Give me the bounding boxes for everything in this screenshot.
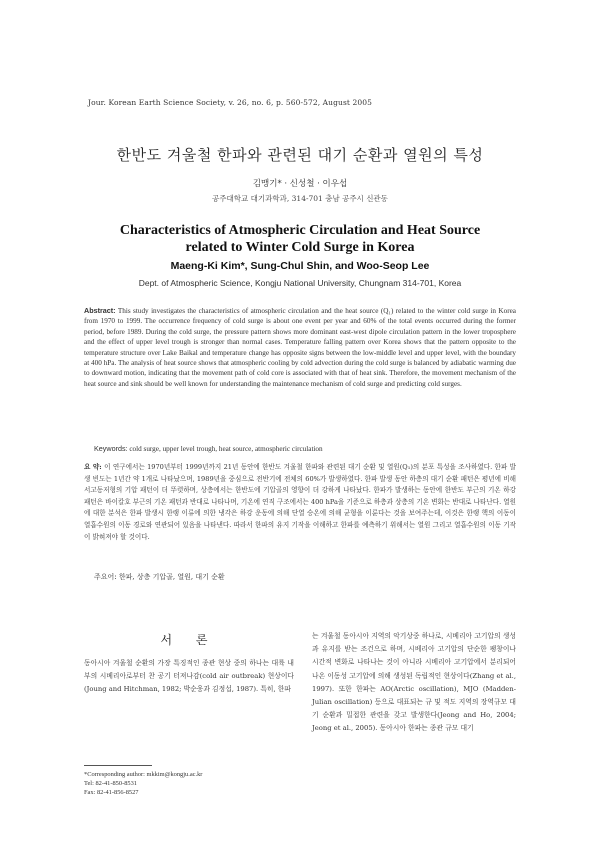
keywords-label: Keywords:: [94, 444, 128, 453]
korean-keywords-text: 한파, 상층 기압골, 열원, 대기 순환: [118, 573, 225, 581]
korean-abstract: [84, 462, 516, 543]
english-title-line-1: Characteristics of Atmospheric Circulation and Heat Source: [119, 223, 481, 238]
korean-title: 한반도 겨울철 한파와 관련된 대기 순환과 열원의 특성: [116, 146, 484, 164]
footnote-divider: [84, 765, 152, 766]
introduction-right-column: 는 겨울철 동아시아 지역의 악기상중 하나로, 시베리아 고기압의 생성과 유지를 받는 조건으로 하며, 시베리아 고기압의 단순한 팽창이나 시간적 변화로 나타나는 것이 아니라 시베리아 고기압에서 분리되어 나온 이동성 고기압에 의해 생성된 독립적인 현상이다(Zhang et al., 1997). 또한 한파는 AO(Arctic oscillation), MJO (Madden-Julian oscillation) 등으로 대표되는 규 및 적도 지역의 장역규모 대기 순환과 밀접한 관련을 갖고 발생한다(Jeong and Ho, 2004; Jeong et al., 2005). 동아시아 한파는 종관 규모 대기: [312, 632, 516, 733]
abstract-text: This study investigates the characteristics of atmospheric circulation and the heat source (Q₁) related to the winter cold surge in Korea from 1970 to 1999. The occurrence frequency of cold surge is about one event per year and 60% of the total events occurred during the former period, before 1989. During the cold surge, the pressure pattern shows more dominant east-west dipole circulation pattern in the lower troposphere and the effect of upper level trough is stronger than normal cases. Temperature falling pattern over Korea shows that the pattern opposite to the temperature structure over Lake Baikal and temperature change has opposite signs between the low-middle level and upper level, with the boundary at 400 hPa. The analysis of heat source shows that atmospheric cooling by cold advection during the cold surge is balanced by adiabatic warming due to downward motion, indicating that the movement path of cold core is associated with that of heat sink. Therefore, the movement mechanism of the heat source and sink should be well known for understanding the maintenance mechanism of cold surge and predicting cold surges.: [84, 307, 516, 388]
korean-affiliation: 공주대학교 대기과학과, 314-701 충남 공주시 신관동: [212, 194, 388, 203]
footnote: [84, 770, 294, 798]
footnote-telephone: Tel: 82-41-850-8531: [84, 780, 137, 788]
keywords-text: cold surge, upper level trough, heat source, atmospheric circulation: [129, 445, 323, 453]
korean-keywords-label: 주요어:: [94, 573, 117, 581]
english-affiliation: Dept. of Atmospheric Science, Kongju National University, Chungnam 314-701, Korea: [138, 278, 462, 288]
introduction-left-column: 동아시아 겨울철 순환의 가장 특징적인 종관 현상 중의 하나는 대륙 내부의 시베리아로부터 찬 공기 터져나감(cold air outbreak) 현상이다(Joung and Hitchman, 1982; 박순웅과 김정섭, 1987). 특히, 한파: [84, 659, 294, 694]
footnote-fax: Fax: 82-41-856-8527: [84, 789, 139, 797]
korean-abstract-text: 이 연구에서는 1970년부터 1999년까지 21년 동안에 한반도 겨울철 한파와 관련된 대기 순환 및 열원(Q₁)의 분포 특성을 조사하였다. 한파 발생 빈도는 1년간 약 1개로 나타났으며, 1989년을 중심으로 전반기에 전체의 60%가 발생하였다. 한파 발생 동안 하층의 대기 순환 패턴은 평년에 비해 서고동저형의 기압 패턴이 더 뚜렷하며, 상층에서는 한반도에 기압골의 영향이 더 강하게 나타났다. 한파가 발생하는 동안에 한반도 부근의 기온 하강 패턴은 바이칼호 부근의 기온 패턴과 반대로 나타나며, 기온에 연직 구조에서는 400 hPa을 기준으로 하층과 상층의 기온 변화는 반대로 나타난다. 열원에 대한 분석은 한파 발생시 한랭 이류에 의한 냉각은 하강 운동에 의해 단열 승온에 의해 균형을 이룬다는 것을 보여주는데, 이것은 한랭 핵의 이동이 열흡수원의 이동 경로와 연관되어 있음을 나타낸다. 따라서 한파의 유지 기작을 이해하고 한파를 예측하기 위해서는 열원 그리고 열흡수원의 이동 기작이 밝혀져야 할 것이다.: [84, 463, 517, 541]
section-title-introduction: 서 론: [160, 633, 218, 647]
korean-keywords: [94, 572, 514, 582]
abstract-label: Abstract:: [84, 306, 116, 315]
english-title: [0, 222, 600, 256]
journal-citation: Jour. Korean Earth Science Society, v. 26, no. 6, p. 560-572, August 2005: [88, 98, 372, 107]
abstract: [84, 306, 516, 389]
korean-abstract-label: 요 약:: [84, 463, 102, 471]
footnote-corresponding-author: *Corresponding author: mkkim@kongju.ac.kr: [84, 771, 203, 778]
keywords: [94, 444, 514, 453]
english-authors: Maeng-Ki Kim*, Sung-Chul Shin, and Woo-Seop Lee: [170, 260, 430, 272]
korean-authors: 김맹기* · 신성철 · 이우섭: [252, 179, 348, 189]
english-title-line-2: related to Winter Cold Surge in Korea: [185, 240, 415, 255]
